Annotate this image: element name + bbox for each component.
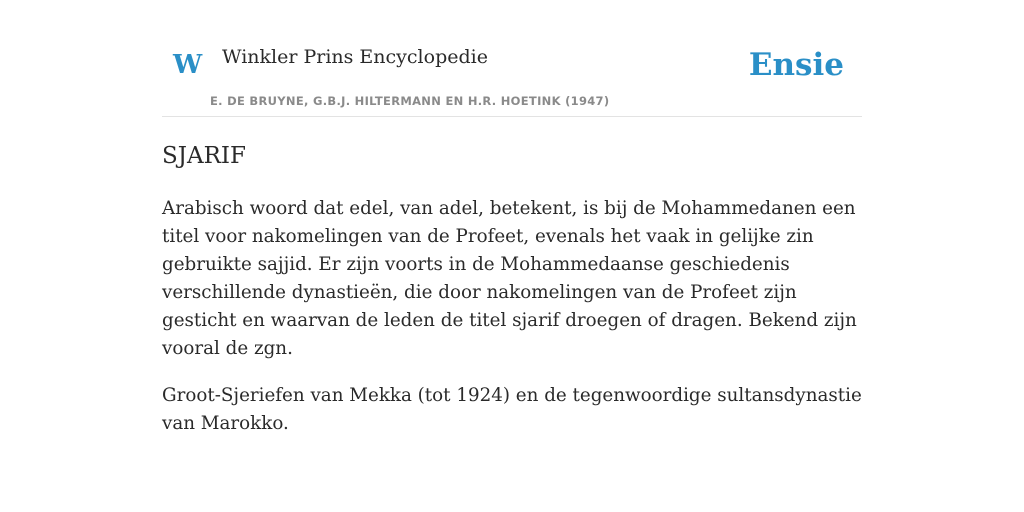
entry-paragraph: Groot-Sjeriefen van Mekka (tot 1924) en de tegenwoordige sultansdynastie van Marokko. xyxy=(162,384,862,434)
page-container xyxy=(162,0,862,457)
source-title[interactable]: Winkler Prins Encyclopedie xyxy=(222,46,488,68)
source-authors: E. DE BRUYNE, G.B.J. HILTERMANN EN H.R. HOETINK (1947) xyxy=(210,94,610,108)
entry-paragraph: Arabisch woord dat edel, van adel, betekent, is bij de Mohammedanen een titel voor nakomelingen van de Profeet, evenals het vaak in gelijke zin gebruikte sajjid. Er zijn voorts in de Mohammedaanse geschiedenis verschillende dynastieën, die door nakomelingen van de Profeet zijn gesticht en waarvan de leden de titel sjarif droegen of dragen. Bekend zijn vooral de zgn. xyxy=(162,197,857,359)
entry-body xyxy=(162,195,862,438)
source-header xyxy=(162,0,862,117)
brand-logo-link[interactable]: Ensie xyxy=(748,47,844,83)
source-logo[interactable]: W xyxy=(173,50,203,80)
entry-title: SJARIF xyxy=(162,143,246,169)
